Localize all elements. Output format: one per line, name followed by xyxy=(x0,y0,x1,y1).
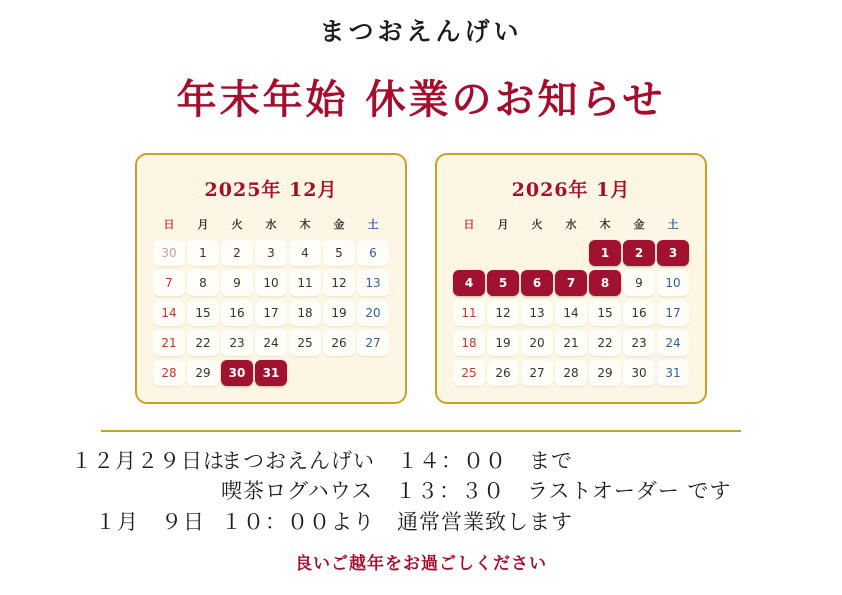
weekday-header: 水 xyxy=(265,218,277,231)
calendar-day: 4 xyxy=(289,240,321,266)
calendar-day: 29 xyxy=(589,360,621,386)
note-label xyxy=(71,476,221,506)
calendar-day: 15 xyxy=(589,300,621,326)
note-body: １０：００より 通常営業致します xyxy=(221,509,573,534)
calendar-day: 25 xyxy=(289,330,321,356)
calendar-day-closed: 3 xyxy=(657,240,689,266)
calendar-day xyxy=(555,240,587,266)
weekday-header: 金 xyxy=(333,218,345,231)
calendar-day: 21 xyxy=(555,330,587,356)
weekday-header: 日 xyxy=(163,218,175,231)
calendar-day-closed: 2 xyxy=(623,240,655,266)
notes-block xyxy=(71,446,771,537)
calendar-day: 23 xyxy=(221,330,253,356)
weekday-header: 火 xyxy=(531,218,543,231)
note-label: １月 ９日 xyxy=(95,509,205,534)
calendar-day: 20 xyxy=(357,300,389,326)
calendar-day: 16 xyxy=(221,300,253,326)
calendar-day-closed: 5 xyxy=(487,270,519,296)
calendar-container xyxy=(0,153,842,404)
calendar-day: 11 xyxy=(289,270,321,296)
weekday-header: 土 xyxy=(667,218,679,231)
calendar-grid xyxy=(447,216,695,386)
calendar-day: 1 xyxy=(187,240,219,266)
calendar-grid xyxy=(147,216,395,386)
calendar-day: 29 xyxy=(187,360,219,386)
calendar-day: 24 xyxy=(657,330,689,356)
calendar-day: 16 xyxy=(623,300,655,326)
calendar-day: 28 xyxy=(153,360,185,386)
weekday-header: 金 xyxy=(633,218,645,231)
calendar-day: 13 xyxy=(521,300,553,326)
calendar-day: 21 xyxy=(153,330,185,356)
calendar-day xyxy=(289,360,321,386)
note-body: まつおえんげい １４：００ まで xyxy=(221,449,573,473)
calendar-day: 12 xyxy=(323,270,355,296)
note-line xyxy=(71,476,771,506)
calendar-day: 22 xyxy=(589,330,621,356)
calendar-day: 25 xyxy=(453,360,485,386)
calendar-day: 26 xyxy=(487,360,519,386)
calendar-day: 31 xyxy=(657,360,689,386)
calendar-day xyxy=(487,240,519,266)
shop-name: まつおえんげい xyxy=(319,17,523,46)
calendar-title: 2026年 1月 xyxy=(511,179,631,201)
calendar-day-closed: 7 xyxy=(555,270,587,296)
calendar-day: 14 xyxy=(153,300,185,326)
calendar-day xyxy=(453,240,485,266)
calendar-day-closed: 6 xyxy=(521,270,553,296)
page-title: 年末年始 休業のお知らせ xyxy=(176,76,666,123)
calendar-day: 13 xyxy=(357,270,389,296)
calendar-day: 19 xyxy=(487,330,519,356)
note-line xyxy=(71,507,771,537)
note-body: 喫茶ログハウス １３：３０ ラストオーダー です xyxy=(221,479,732,504)
calendar-day: 10 xyxy=(255,270,287,296)
calendar-day xyxy=(323,360,355,386)
calendar-title: 2025年 12月 xyxy=(204,179,338,201)
calendar-day: 20 xyxy=(521,330,553,356)
calendar-day: 3 xyxy=(255,240,287,266)
weekday-header: 月 xyxy=(497,218,509,231)
calendar-day: 15 xyxy=(187,300,219,326)
calendar-january xyxy=(435,153,707,404)
calendar-day: 14 xyxy=(555,300,587,326)
calendar-day: 27 xyxy=(357,330,389,356)
calendar-day: 19 xyxy=(323,300,355,326)
calendar-day: 8 xyxy=(187,270,219,296)
calendar-day: 23 xyxy=(623,330,655,356)
calendar-day: 18 xyxy=(289,300,321,326)
weekday-header: 土 xyxy=(367,218,379,231)
calendar-day: 28 xyxy=(555,360,587,386)
calendar-day: 17 xyxy=(657,300,689,326)
calendar-day: 5 xyxy=(323,240,355,266)
calendar-day-closed: 4 xyxy=(453,270,485,296)
calendar-day xyxy=(357,360,389,386)
divider xyxy=(101,430,741,432)
calendar-day-closed: 8 xyxy=(589,270,621,296)
calendar-day: 22 xyxy=(187,330,219,356)
calendar-day: 30 xyxy=(623,360,655,386)
calendar-day: 24 xyxy=(255,330,287,356)
calendar-day: 27 xyxy=(521,360,553,386)
calendar-day: 30 xyxy=(153,240,185,266)
calendar-day: 26 xyxy=(323,330,355,356)
calendar-day: 6 xyxy=(357,240,389,266)
weekday-header: 水 xyxy=(565,218,577,231)
weekday-header: 日 xyxy=(463,218,475,231)
weekday-header: 火 xyxy=(231,218,243,231)
calendar-day: 17 xyxy=(255,300,287,326)
weekday-header: 月 xyxy=(197,218,209,231)
calendar-day-closed: 31 xyxy=(255,360,287,386)
calendar-day: 7 xyxy=(153,270,185,296)
calendar-day: 9 xyxy=(221,270,253,296)
calendar-day: 10 xyxy=(657,270,689,296)
calendar-day: 12 xyxy=(487,300,519,326)
calendar-day: 9 xyxy=(623,270,655,296)
calendar-december xyxy=(135,153,407,404)
calendar-day xyxy=(521,240,553,266)
note-label: １２月２９日は xyxy=(71,449,225,473)
calendar-day: 11 xyxy=(453,300,485,326)
note-line xyxy=(71,446,771,476)
calendar-day: 2 xyxy=(221,240,253,266)
calendar-day-closed: 30 xyxy=(221,360,253,386)
closing-message: 良いご越年をお過ごしください xyxy=(295,554,547,575)
calendar-day-closed: 1 xyxy=(589,240,621,266)
weekday-header: 木 xyxy=(299,218,311,231)
calendar-day: 18 xyxy=(453,330,485,356)
weekday-header: 木 xyxy=(599,218,611,231)
